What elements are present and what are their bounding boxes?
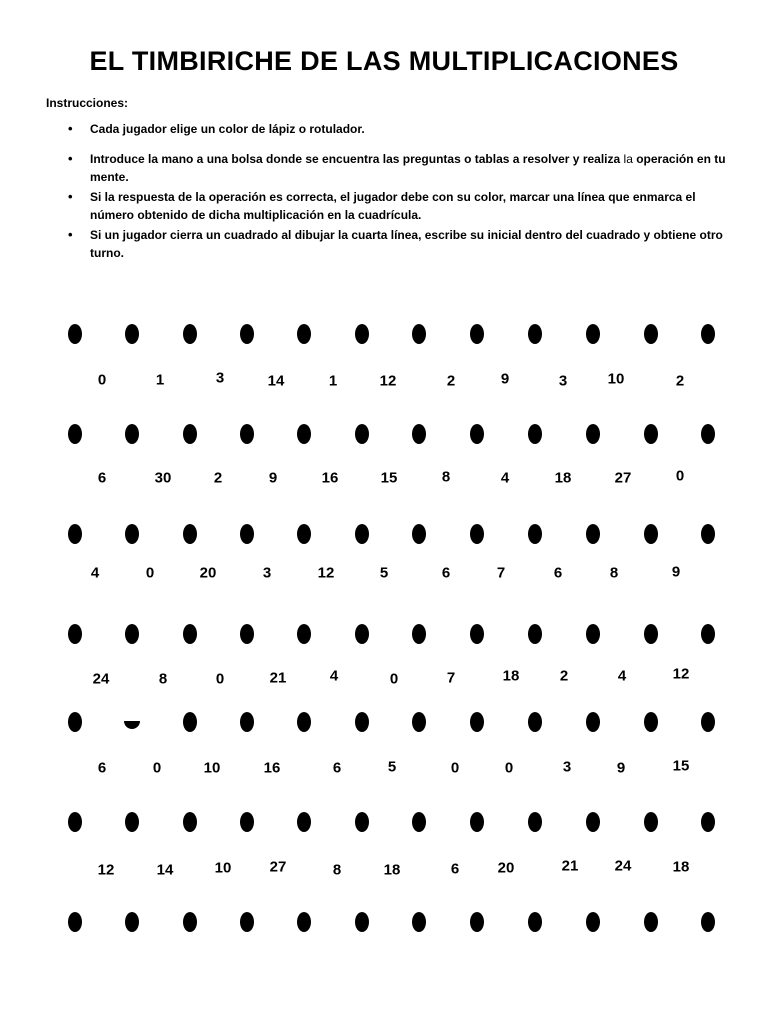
- grid-number: 1: [328, 372, 338, 390]
- grid-dot[interactable]: [528, 812, 542, 832]
- grid-dot[interactable]: [528, 524, 542, 544]
- grid-dot[interactable]: [125, 524, 139, 544]
- grid-dot[interactable]: [586, 712, 600, 732]
- instruction-text-light: la: [623, 152, 633, 166]
- grid-number: 21: [561, 857, 579, 875]
- grid-number: 5: [387, 758, 397, 776]
- grid-dot[interactable]: [528, 912, 542, 932]
- grid-number: 16: [321, 469, 339, 487]
- grid-dot[interactable]: [586, 812, 600, 832]
- grid-dot[interactable]: [240, 324, 254, 344]
- grid-number: 8: [441, 468, 451, 486]
- grid-number: 6: [441, 564, 451, 582]
- grid-dot[interactable]: [297, 524, 311, 544]
- grid-dot[interactable]: [68, 524, 82, 544]
- grid-number: 20: [199, 564, 217, 582]
- grid-number: 2: [213, 469, 223, 487]
- grid-dot[interactable]: [240, 624, 254, 644]
- grid-number: 0: [675, 467, 685, 485]
- grid-dot[interactable]: [586, 524, 600, 544]
- grid-dot[interactable]: [297, 712, 311, 732]
- grid-dot[interactable]: [412, 912, 426, 932]
- grid-number: 9: [671, 563, 681, 581]
- grid-dot[interactable]: [586, 912, 600, 932]
- grid-dot[interactable]: [470, 524, 484, 544]
- grid-dot[interactable]: [68, 912, 82, 932]
- grid-number: 24: [614, 857, 632, 875]
- grid-dot[interactable]: [470, 912, 484, 932]
- grid-number: 2: [675, 372, 685, 390]
- grid-dot[interactable]: [701, 812, 715, 832]
- grid-dot[interactable]: [297, 812, 311, 832]
- grid-dot[interactable]: [586, 424, 600, 444]
- instructions-list: [68, 120, 728, 264]
- instruction-item: [68, 188, 728, 224]
- grid-dot[interactable]: [644, 712, 658, 732]
- grid-dot[interactable]: [701, 524, 715, 544]
- grid-dot[interactable]: [68, 424, 82, 444]
- grid-number: 10: [607, 370, 625, 388]
- grid-dot[interactable]: [701, 624, 715, 644]
- grid-dot[interactable]: [701, 324, 715, 344]
- grid-dot[interactable]: [412, 812, 426, 832]
- grid-dot[interactable]: [297, 424, 311, 444]
- grid-dot[interactable]: [644, 324, 658, 344]
- grid-dot[interactable]: [701, 912, 715, 932]
- grid-number: 0: [97, 371, 107, 389]
- instruction-text: operación en tu mente.: [90, 152, 726, 184]
- grid-dot[interactable]: [644, 424, 658, 444]
- grid-number: 18: [502, 667, 520, 685]
- grid-dot[interactable]: [528, 624, 542, 644]
- grid-number: 18: [383, 861, 401, 879]
- grid-number: 0: [152, 759, 162, 777]
- grid-number: 8: [609, 564, 619, 582]
- grid-dot[interactable]: [183, 624, 197, 644]
- grid-dot[interactable]: [412, 524, 426, 544]
- instruction-text: Si la respuesta de la operación es correcta, el jugador debe con su color, marcar una línea que enmarca el número obtenido de dicha multiplicación en la cuadrícula.: [90, 190, 696, 222]
- instruction-item: [68, 150, 728, 186]
- grid-number: 2: [446, 372, 456, 390]
- grid-dot[interactable]: [355, 424, 369, 444]
- grid-number: 6: [97, 759, 107, 777]
- grid-number: 18: [672, 858, 690, 876]
- instruction-text: Cada jugador elige un color de lápiz o rotulador.: [90, 122, 365, 136]
- grid-dot[interactable]: [183, 812, 197, 832]
- grid-dot[interactable]: [125, 424, 139, 444]
- grid-dot[interactable]: [240, 912, 254, 932]
- grid-dot[interactable]: [412, 712, 426, 732]
- grid-dot[interactable]: [470, 624, 484, 644]
- grid-number: 27: [269, 858, 287, 876]
- instruction-text: Si un jugador cierra un cuadrado al dibujar la cuarta línea, escribe su inicial dentro del cuadrado y obtiene otro turno.: [90, 228, 723, 260]
- grid-number: 20: [497, 859, 515, 877]
- grid-dot[interactable]: [297, 912, 311, 932]
- grid-number: 14: [156, 861, 174, 879]
- grid-dot[interactable]: [355, 912, 369, 932]
- grid-number: 8: [332, 861, 342, 879]
- grid-dot[interactable]: [297, 324, 311, 344]
- grid-dot[interactable]: [183, 324, 197, 344]
- grid-dot[interactable]: [240, 712, 254, 732]
- grid-number: 3: [215, 369, 225, 387]
- grid-dot[interactable]: [355, 624, 369, 644]
- page-title: EL TIMBIRICHE DE LAS MULTIPLICACIONES: [89, 46, 679, 76]
- grid-dot[interactable]: [355, 524, 369, 544]
- grid-number: 6: [97, 469, 107, 487]
- grid-dot[interactable]: [470, 324, 484, 344]
- grid-dot[interactable]: [297, 624, 311, 644]
- grid-dot[interactable]: [644, 624, 658, 644]
- grid-dot[interactable]: [125, 624, 139, 644]
- grid-dot[interactable]: [68, 712, 82, 732]
- grid-number: 24: [92, 670, 110, 688]
- grid-dot[interactable]: [701, 712, 715, 732]
- grid-dot[interactable]: [644, 912, 658, 932]
- grid-dot[interactable]: [586, 324, 600, 344]
- grid-dot[interactable]: [586, 624, 600, 644]
- grid-number: 0: [389, 670, 399, 688]
- grid-number: 5: [379, 564, 389, 582]
- grid-number: 7: [446, 669, 456, 687]
- grid-dot[interactable]: [125, 812, 139, 832]
- grid-number: 4: [329, 667, 339, 685]
- grid-number: 12: [379, 372, 397, 390]
- grid-number: 27: [614, 469, 632, 487]
- grid-number: 6: [450, 860, 460, 878]
- grid-number: 12: [672, 665, 690, 683]
- grid-dot[interactable]: [183, 524, 197, 544]
- grid-dot[interactable]: [125, 912, 139, 932]
- grid-number: 15: [672, 757, 690, 775]
- instructions-heading: Instrucciones:: [46, 96, 129, 110]
- grid-number: 8: [158, 670, 168, 688]
- grid-number: 10: [214, 859, 232, 877]
- instruction-item: [68, 120, 728, 138]
- grid-dot[interactable]: [240, 812, 254, 832]
- grid-dot[interactable]: [470, 712, 484, 732]
- grid-number: 0: [215, 670, 225, 688]
- grid-number: 30: [154, 469, 172, 487]
- grid-dot[interactable]: [240, 424, 254, 444]
- grid-number: 16: [263, 759, 281, 777]
- grid-dot[interactable]: [68, 624, 82, 644]
- grid-number: 14: [267, 372, 285, 390]
- grid-number: 9: [616, 759, 626, 777]
- grid-number: 6: [332, 759, 342, 777]
- grid-dot[interactable]: [183, 912, 197, 932]
- grid-dot[interactable]: [470, 424, 484, 444]
- grid-dot[interactable]: [528, 712, 542, 732]
- grid-dot[interactable]: [644, 812, 658, 832]
- grid-dot[interactable]: [240, 524, 254, 544]
- grid-dot[interactable]: [701, 424, 715, 444]
- grid-dot[interactable]: [355, 324, 369, 344]
- instruction-item: [68, 226, 728, 262]
- grid-number: 9: [500, 370, 510, 388]
- grid-number: 10: [203, 759, 221, 777]
- grid-number: 4: [90, 564, 100, 582]
- grid-number: 3: [562, 758, 572, 776]
- grid-number: 18: [554, 469, 572, 487]
- grid-number: 9: [268, 469, 278, 487]
- grid-number: 12: [317, 564, 335, 582]
- grid-number: 4: [500, 469, 510, 487]
- grid-number: 7: [496, 564, 506, 582]
- grid-dot[interactable]: [125, 324, 139, 344]
- grid-number: 2: [559, 667, 569, 685]
- grid-number: 0: [504, 759, 514, 777]
- grid-dot[interactable]: [412, 424, 426, 444]
- grid-number: 0: [450, 759, 460, 777]
- grid-dot[interactable]: [355, 812, 369, 832]
- grid-dot[interactable]: [528, 424, 542, 444]
- grid-number: 4: [617, 667, 627, 685]
- grid-number: 3: [558, 372, 568, 390]
- grid-number: 1: [155, 371, 165, 389]
- grid-number: 21: [269, 669, 287, 687]
- grid-dot[interactable]: [470, 812, 484, 832]
- grid-number: 6: [553, 564, 563, 582]
- grid-number: 15: [380, 469, 398, 487]
- grid-number: 12: [97, 861, 115, 879]
- grid-dot[interactable]: [183, 712, 197, 732]
- grid-dot[interactable]: [528, 324, 542, 344]
- grid-dot[interactable]: [355, 712, 369, 732]
- grid-number: 3: [262, 564, 272, 582]
- grid-dot[interactable]: [68, 812, 82, 832]
- grid-dot[interactable]: [412, 324, 426, 344]
- grid-dot[interactable]: [183, 424, 197, 444]
- grid-dot[interactable]: [412, 624, 426, 644]
- grid-dot[interactable]: [68, 324, 82, 344]
- instruction-text: Introduce la mano a una bolsa donde se encuentra las preguntas o tablas a resolver y realiza: [90, 152, 621, 166]
- grid-number: 0: [145, 564, 155, 582]
- grid-dot[interactable]: [644, 524, 658, 544]
- grid-dot[interactable]: [124, 721, 140, 729]
